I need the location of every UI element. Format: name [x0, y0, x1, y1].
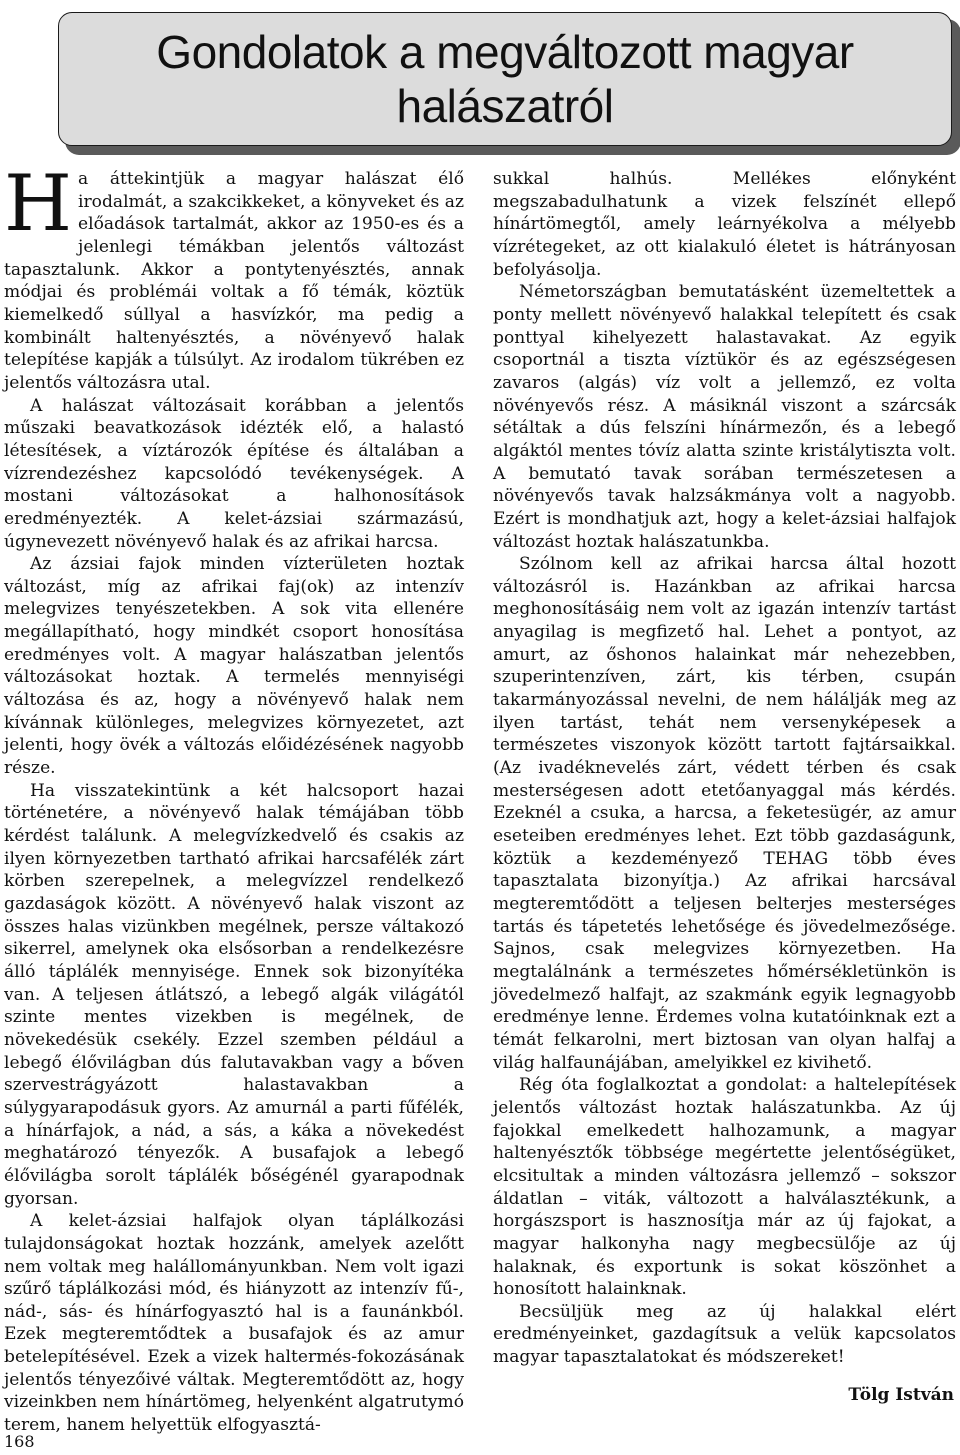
body-paragraph: Ha visszatekintünk a két halcsoport hazai történetére, a növényevő halak témájában több kérdést találunk. A melegvízkedvelő és csakis az ilyen környezetben tartható afrikai harcsafélék zárt körben szerepelnek, a melegvízzel rendelkező gazdaságok között. A növényevő halak viszont az összes halas vizünkben megélnek, persze váltakozó sikerrel, amelynek oka elsősorban a rendelkezésre álló táplálék mennyisége. Ennek sok bizonyítéka van. A teljesen átlátszó, a lebegő algák világától szinte mentes vizekben is megélnek, de növekedésük csekély. Ezzel szemben például a lebegő élővilágban dús falutavakban vagy a bőven szervestrágyázott halastavakban a súlygyarapodásuk gyors. Az amurnál a parti fűfélék, a hínárfajok, a nád, a sás, a káka a növekedést meghatározó tényezők. A busafajok a lebegő élővilágba sorolt táplálék bőségénél gyarapodnak gyorsan.: [4, 780, 464, 1209]
article-title: [59, 25, 951, 133]
title-line-1: Gondolatok a megváltozott magyar: [156, 26, 854, 78]
title-banner: [58, 12, 952, 146]
body-paragraph: Rég óta foglalkoztat a gondolat: a haltelepítések jelentős változást hoztak halászatunkba. Az új fajokkal emelkedett halhozamunk, a magyar haltenyésztők többsége megértette jelentőségüket, elcsitultak a minden változásra jellemző – sokszor áldatlan – viták, változott a halválasztékunk, a horgászsport is hasznosítja már az új fajokat, a magyar halkonyha nagy megbecsülője az új halaknak, és exportunk is sokat köszönhet a honosított halainknak.: [493, 1075, 956, 1300]
body-paragraph: Az ázsiai fajok minden vízterületen hoztak változást, míg az afrikai faj(ok) az intenzív melegvizes tenyészetekben. A sok vita ellenére megállapítható, hogy mindkét csoport honosítása eredményes volt. A magyar halászatban jelentős változásokat hoztak. A termelés mennyiségi változása és az, hogy a növényevő halak nem kívánnak különleges, melegvizes környezetet, azt jelenti, hogy övék a változás előidézésének nagyobb része.: [4, 554, 464, 779]
body-paragraph: Szólnom kell az afrikai harcsa által hozott változásról is. Hazánkban az afrikai harcsa meghonosításáig nem volt az igazán intenzív tartást anyagilag is megfizető hal. Lehet a pontyot, az amurt, az őshonos halainkat már nehezebben, szuperintenzíven, zárt, kis térben, csupán takarmányozással nevelni, de nem hálálják meg az ilyen tartást, tehát nem versenyképesek a természetes viszonyok között tartott fajtársaikkal. (Az ivadéknevelés zárt, védett térben és csak mesterségesen adott etetőanyaggal más kérdés. Ezeknél a csuka, a harcsa, a feketesügér, az amur eseteiben eredményes lehet. Ezt több gazdaságunk, köztük a kezdeményező TEHAG több éves tapasztalata bizonyítja.) Az afrikai harcsával megteremtődött a teljesen belterjes mesterséges tartás és tápetetés lehetősége és jövedelmezősége. Sajnos, csak melegvizes környezetben. Ha megtalálnánk a természetes hőmérsékletünkön is jövedelmező halfajt, az szakmánk egyik legnagyobb eredménye lenne. Érdemes volna kutatóinknak ezt a témát felkarolni, mert biztosan van olyan halfaj a világ halfaunájában, amelyikkel ez kivihető.: [493, 554, 956, 1073]
title-line-2: halászatról: [396, 80, 614, 132]
body-paragraph: A kelet-ázsiai halfajok olyan táplálkozási tulajdonságokat hoztak hozzánk, amelyek azelőtt nem voltak meg halállományunkban. Nem volt igazi szűrő táplálkozási mód, és hiányzott az intenzív fű-, nád-, sás- és hínárfogyasztó hal is a faunánkból. Ezek megteremtődtek a busafajok és az amur betelepítésével. Ezek a vizek haltermés-fokozásának jelentős tényezőivé váltak. Megteremtődött az, hogy vizeinkben nem hínártömeg, helyenként algatrutymó terem, hanem helyettük elfogyasztá-: [4, 1211, 464, 1436]
intro-text: a áttekintjük a magyar halászat élő irodalmát, a szakcikkeket, a könyveket és az előadások tartalmát, akkor az 1950-es és a jelenlegi témákban jelentős változást tapasztalunk. Akkor a pontytenyésztés, annak módjai és problémái voltak a fő témák, köztük kiemelkedő súllyal a hasvízkór, ma pedig a kombinált haltenyésztés, a növényevő halak telepítése kapják a túlsúlyt. Az irodalom tükrében ez jelentős változásra utal.: [4, 169, 464, 393]
body-paragraph: Becsüljük meg az új halakkal elért eredményeinket, gazdagítsuk a velük kapcsolatos magyar tapasztalatokat és módszereket!: [493, 1301, 956, 1368]
drop-cap: H: [4, 159, 73, 249]
page-number: 168: [4, 1432, 35, 1451]
intro-paragraph: [4, 159, 464, 395]
left-column: [4, 159, 464, 1437]
author-signature: Tölg István: [848, 1385, 954, 1405]
body-paragraph: A halászat változásait korábban a jelentős műszaki beavatkozások idézték elő, a halastó létesítések, a víztározók építése és általában a vízrendezéshez kapcsolódó tevékenységek. A mostani változásokat a halhonosítások eredményezték. A kelet-ázsiai származású, úgynevezett növényevő halak és az afrikai harcsa.: [4, 395, 464, 552]
right-column: [493, 168, 956, 1369]
continued-paragraph: sukkal halhús. Mellékes előnyként megszabadulhatunk a vizek felszínét ellepő hínártömegtől, amely leárnyékolva a mélyebb vízrétegeket, az ott kialakuló életet is hátrányosan befolyásolja.: [493, 169, 956, 280]
body-paragraph: Németországban bemutatásként üzemeltettek a ponty mellett növényevő halakkal telepített és csak ponttyal kihelyezett halastavakat. Az egyik csoportnál a tiszta víztükör és az egészségesen zavaros (algás) víz volt a jellemző, ez volta növényevős rész. A másiknál viszont a szárcsák sétáltak a dús felszíni hínármezőn, és a lebegő algáktól mentes tóvíz alatta szinte kristálytiszta volt. A bemutató tavak sorában természetesen a növényevős tavak halzsákmánya volt a nagyobb. Ezért is mondhatjuk azt, hogy a kelet-ázsiai halfajok változást hoztak halászatunkba.: [493, 282, 956, 552]
